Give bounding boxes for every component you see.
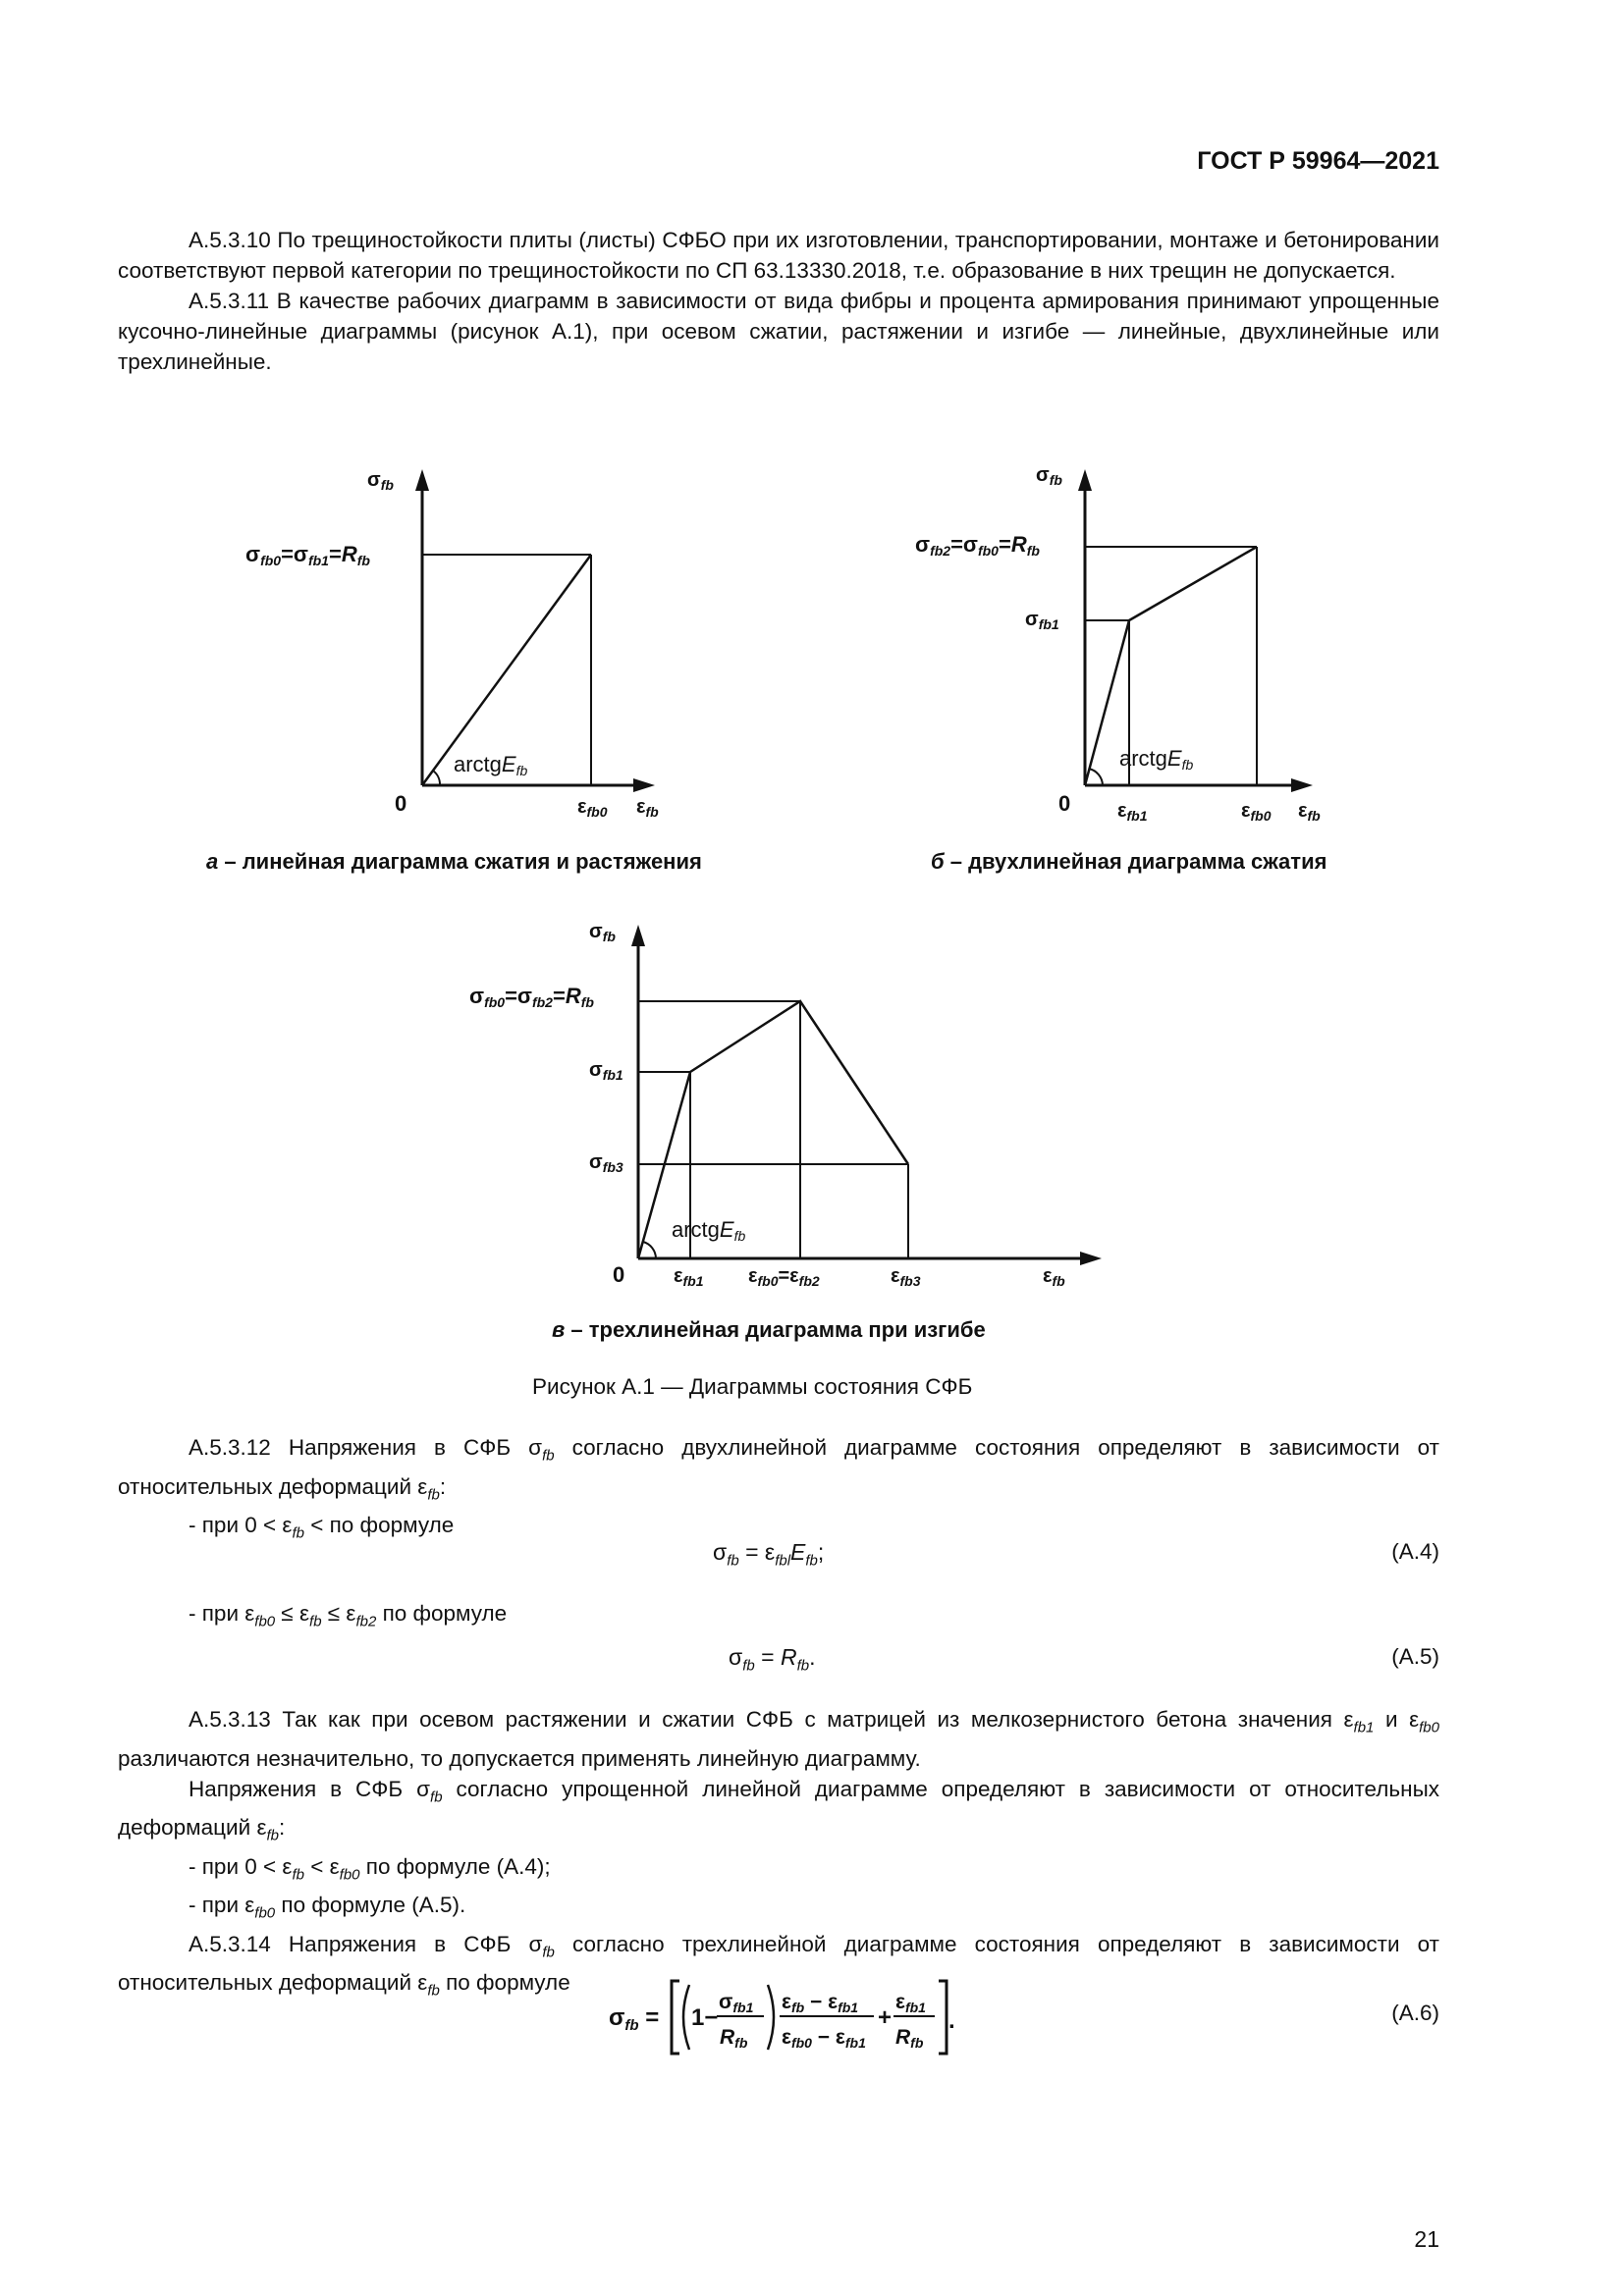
equation-number-a5: (А.5) xyxy=(1391,1644,1439,1669)
svg-text:Rfb: Rfb xyxy=(720,2026,748,2051)
diagram-c-x-arrow xyxy=(1080,1252,1102,1265)
diagram-c-x-tick-1: $\varepsilon_{fb1}$ xyxy=(674,1265,704,1289)
paragraph-a5312: А.5.3.12 Напряжения в СФБ $\sigma_{fb}$ согласно двухлинейной диаграмме состояния определяют в зависимости от относительных деформаций $\varepsilon_{fb}$: xyxy=(118,1435,1439,1503)
diagram-b-y-axis-label: $\sigma_{fb}$ xyxy=(1036,464,1062,488)
diagram-b-angle-label: arctgEfb xyxy=(1119,746,1194,773)
diagram-c-y-axis-label: $\sigma_{fb}$ xyxy=(589,921,616,944)
diagram-c-angle-arc xyxy=(643,1242,656,1258)
diagram-a-caption: а – линейная диаграмма сжатия и растяжения xyxy=(206,849,702,874)
svg-text:.: . xyxy=(948,2007,955,2034)
svg-text:1−: 1− xyxy=(691,2004,719,2031)
diagram-a-x-arrow xyxy=(633,778,655,792)
formula-a4: $\sigma_{fb} = \varepsilon_{fbl}E_{fb}$; xyxy=(713,1539,825,1570)
section-a5312-item2 xyxy=(118,1598,1439,1637)
diagram-c-angle-label: arctgEfb xyxy=(672,1217,746,1244)
svg-text:εfb1: εfb1 xyxy=(895,1991,926,2015)
section-a5312 xyxy=(118,1432,1439,1549)
diagram-c xyxy=(469,921,1102,1342)
diagram-b-x-arrow xyxy=(1291,778,1313,792)
svg-text:σfb =: $\sigma_{fb}$ = xyxy=(609,2004,660,2034)
formula-a5: $\sigma_{fb} = R_{fb}$. xyxy=(729,1644,816,1675)
diagram-b-y-arrow xyxy=(1078,469,1092,491)
diagram-b-caption: б – двухлинейная диаграмма сжатия xyxy=(931,849,1327,874)
svg-text:+: + xyxy=(878,2004,893,2031)
diagram-b-angle-arc xyxy=(1089,769,1103,785)
diagram-c-caption: в – трехлинейная диаграмма при изгибе xyxy=(552,1317,986,1342)
list-item-a5312-2: - при $\varepsilon_{fb0} \le \varepsilon_{fb} \le \varepsilon_{fb2}$ по формуле xyxy=(189,1601,508,1630)
figure-caption: Рисунок А.1 — Диаграммы состояния СФБ xyxy=(532,1374,973,1399)
diagram-a-origin: 0 xyxy=(395,791,407,816)
figure-a1 xyxy=(0,432,1624,1423)
diagram-b-y-label-mid: $\sigma_{fb1}$ xyxy=(1025,609,1059,632)
equation-number-a6: (А.6) xyxy=(1391,2001,1439,2025)
intro-paragraphs xyxy=(118,225,1439,377)
diagram-c-x-tick-3: $\varepsilon_{fb3}$ xyxy=(891,1265,921,1289)
diagram-a-line xyxy=(422,555,591,785)
diagram-b-origin: 0 xyxy=(1058,791,1071,816)
diagram-b-y-label-top: σfb2=σfb0=Rfb xyxy=(915,532,1040,559)
formula-a6 xyxy=(589,1973,1001,2061)
diagram-c-y-label-1: $\sigma_{fb1}$ xyxy=(589,1059,623,1083)
list-item-a5313-2: - при $\varepsilon_{fb0}$ по формуле (А.5). xyxy=(189,1893,466,1922)
svg-text:εfb − εfb1: εfb − εfb1 xyxy=(782,1991,859,2015)
section-a5313 xyxy=(118,1704,1439,2006)
paragraph-a5310: А.5.3.10 По трещиностойкости плиты (листы) СФБО при их изготовлении, транспортировании, монтаже и бетонировании соответствуют первой категории по трещиностойкости по СП 63.13330.2018, т.е. образование в них трещин не допускается. xyxy=(118,228,1439,283)
svg-text:εfb0 − εfb1: εfb0 − εfb1 xyxy=(782,2026,866,2051)
paragraph-a5313: А.5.3.13 Так как при осевом растяжении и сжатии СФБ с матрицей из мелкозернистого бетона значения $\varepsilon_{fb1}$ и $\varepsilon_{fb0}$ различаются незначительно, то допускается применять линейную диаграмму. xyxy=(118,1707,1439,1771)
paragraph-a5314: А.5.3.14 Напряжения в СФБ $\sigma_{fb}$ согласно трехлинейной диаграмме состояния определяют в зависимости от относительных деформаций $\varepsilon_{fb}$ по формуле xyxy=(118,1931,1439,2000)
document-code: ГОСТ Р 59964—2021 xyxy=(1197,147,1439,175)
diagram-c-x-tick-2: $\varepsilon_{fb0}=\varepsilon_{fb2}$ xyxy=(748,1265,820,1289)
diagram-a-angle-arc xyxy=(433,771,440,785)
paragraph-a5313-2: Напряжения в СФБ $\sigma_{fb}$ согласно упрощенной линейной диаграмме определяют в зависимости от относительных деформаций $\varepsilon_{fb}$: xyxy=(118,1776,1439,1844)
diagram-c-y-arrow xyxy=(631,925,645,946)
page-number: 21 xyxy=(1414,2226,1439,2252)
svg-text:σfb1: σfb1 xyxy=(719,1991,754,2015)
diagram-c-y-label-3: $\sigma_{fb3}$ xyxy=(589,1151,623,1175)
diagram-a-y-axis-label: $\sigma_{fb}$ xyxy=(367,469,394,493)
diagram-b-x-tick-1: $\varepsilon_{fb1}$ xyxy=(1117,800,1148,824)
diagram-a-angle-label: arctgEfb xyxy=(454,752,528,778)
diagram-c-x-axis-label: $\varepsilon_{fb}$ xyxy=(1043,1265,1065,1289)
diagram-a-x-tick: $\varepsilon_{fb0}$ xyxy=(577,796,608,820)
diagram-a-y-arrow xyxy=(415,469,429,491)
diagram-b-x-tick-2: $\varepsilon_{fb0}$ xyxy=(1241,800,1272,824)
diagram-a xyxy=(206,469,702,874)
diagram-a-x-axis-label: $\varepsilon_{fb}$ xyxy=(636,796,659,820)
diagram-c-origin: 0 xyxy=(613,1262,625,1287)
diagram-a-y-label: σfb0=σfb1=Rfb xyxy=(245,542,370,568)
svg-text:Rfb: Rfb xyxy=(895,2026,924,2051)
list-item-a5312-1: - при $0 < \varepsilon_{fb}$ < по формуле xyxy=(189,1513,455,1542)
paragraph-a5311: А.5.3.11 В качестве рабочих диаграмм в зависимости от вида фибры и процента армирования принимают упрощенные кусочно-линейные диаграммы (рисунок А.1), при осевом сжатии, растяжении и изгибе — линейные, двухлинейные или трехлинейные. xyxy=(118,289,1439,374)
equation-number-a4: (А.4) xyxy=(1391,1539,1439,1564)
diagram-b-x-axis-label: $\varepsilon_{fb}$ xyxy=(1298,800,1321,824)
diagram-b xyxy=(915,464,1326,874)
diagram-c-y-label-top: σfb0=σfb2=Rfb xyxy=(469,984,594,1010)
list-item-a5313-1: - при $0 < \varepsilon_{fb} < \varepsilon_{fb0}$ по формуле (А.4); xyxy=(189,1853,551,1883)
